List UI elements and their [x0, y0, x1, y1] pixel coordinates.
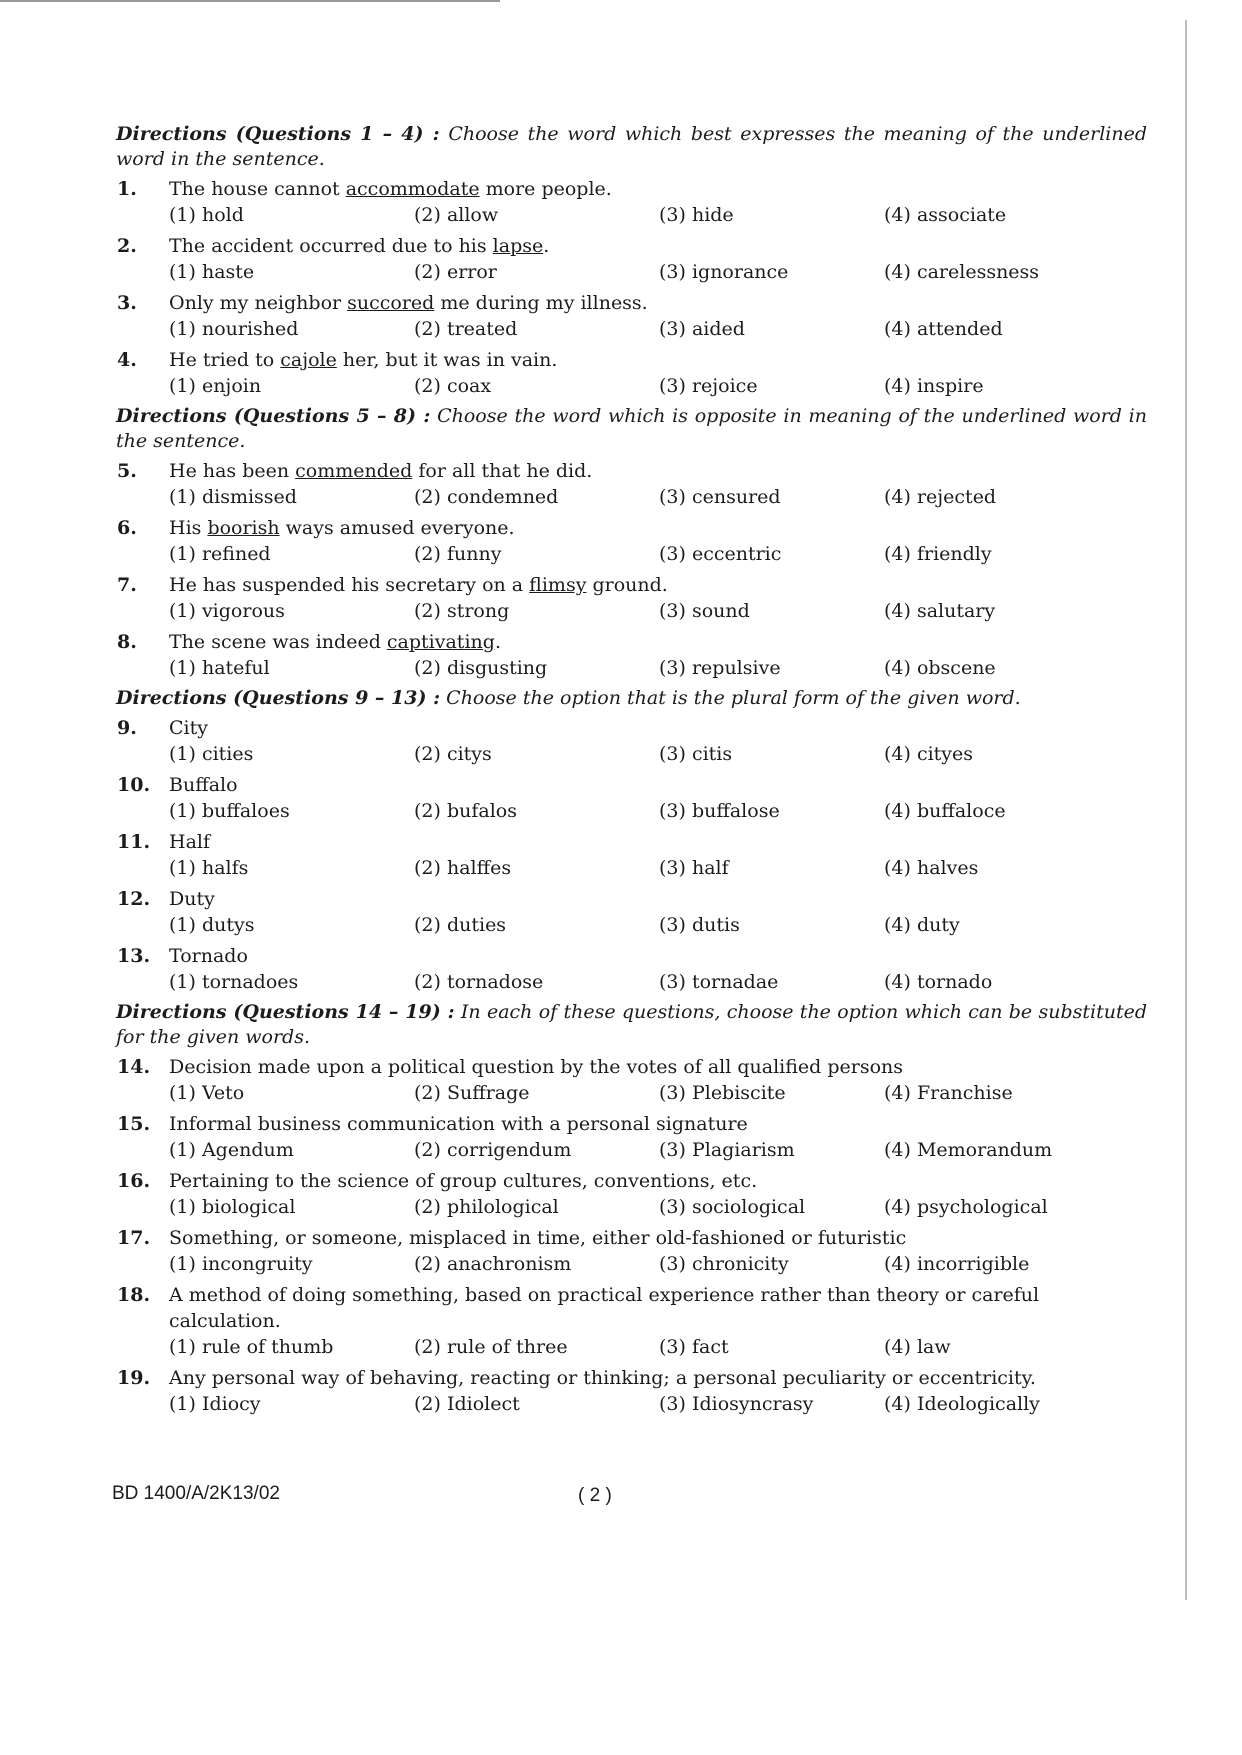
option-2: (2) bufalos: [414, 800, 517, 822]
option-2: (2) funny: [414, 543, 502, 565]
option-2: (2) Suffrage: [414, 1082, 530, 1104]
option-4: (4) associate: [884, 204, 1007, 226]
option-3: (3) dutis: [659, 914, 740, 936]
option-3: (3) chronicity: [659, 1253, 789, 1275]
question-text: [169, 347, 1147, 373]
option-3: (3) tornadae: [659, 971, 779, 993]
question-text: [169, 1282, 1147, 1334]
question-text-before: The accident occurred due to his: [169, 235, 493, 257]
question-16: [112, 1168, 1147, 1221]
option-2: (2) anachronism: [414, 1253, 572, 1275]
directions-4: [116, 1000, 1147, 1050]
answer-options: [169, 1251, 1147, 1278]
option-4: (4) Memorandum: [884, 1139, 1053, 1161]
option-2: (2) coax: [414, 375, 492, 397]
option-4: (4) cityes: [884, 743, 974, 765]
question-text-before: Informal business communication with a personal signature: [169, 1113, 748, 1135]
option-4: (4) halves: [884, 857, 979, 879]
question-15: [112, 1111, 1147, 1164]
option-4: (4) carelessness: [884, 261, 1040, 283]
option-1: (1) buffaloes: [169, 800, 290, 822]
question-text-underlined: lapse: [492, 235, 544, 257]
option-2: (2) treated: [414, 318, 518, 340]
option-3: (3) rejoice: [659, 375, 758, 397]
question-text-after: for all that he did.: [412, 460, 593, 482]
question-number: 11.: [117, 831, 151, 853]
option-1: (1) cities: [169, 743, 254, 765]
question-text-before: Tornado: [169, 945, 248, 967]
directions-instruction: Choose the word which is opposite in meaning of the underlined word in the sentence.: [116, 405, 1147, 452]
question-text-before: He tried to: [169, 349, 281, 371]
question-number: 15.: [117, 1113, 151, 1135]
question-text-after: .: [494, 631, 501, 653]
option-1: (1) haste: [169, 261, 255, 283]
question-text-before: Half: [169, 831, 211, 853]
question-number: 17.: [117, 1227, 151, 1249]
option-2: (2) philological: [414, 1196, 559, 1218]
directions-label: Directions (Questions 14 – 19) :: [116, 1001, 455, 1023]
question-text: [169, 458, 1147, 484]
question-text-before: Duty: [169, 888, 215, 910]
answer-options: [169, 259, 1147, 286]
answer-options: [169, 912, 1147, 939]
option-1: (1) Veto: [169, 1082, 245, 1104]
question-number: 8.: [117, 631, 137, 653]
question-text-after: ground.: [586, 574, 668, 596]
option-4: (4) psychological: [884, 1196, 1048, 1218]
option-2: (2) citys: [414, 743, 492, 765]
question-text-underlined: captivating: [386, 631, 495, 653]
question-2: [112, 233, 1147, 286]
question-number: 5.: [117, 460, 137, 482]
paper-code: BD 1400/A/2K13/02: [112, 1483, 280, 1504]
answer-options: [169, 1080, 1147, 1107]
question-text: [169, 572, 1147, 598]
question-7: [112, 572, 1147, 625]
question-text-after: her, but it was in vain.: [336, 349, 558, 371]
question-number: 1.: [117, 178, 137, 200]
option-1: (1) nourished: [169, 318, 299, 340]
option-1: (1) hold: [169, 204, 244, 226]
question-6: [112, 515, 1147, 568]
option-1: (1) halfs: [169, 857, 249, 879]
option-3: (3) half: [659, 857, 729, 879]
answer-options: [169, 655, 1147, 682]
question-1: [112, 176, 1147, 229]
question-text-before: A method of doing something, based on practical experience rather than theory or careful calculation.: [169, 1284, 1040, 1332]
option-4: (4) friendly: [884, 543, 992, 565]
directions-1: [116, 122, 1147, 172]
option-2: (2) Idiolect: [414, 1393, 520, 1415]
option-4: (4) obscene: [884, 657, 996, 679]
question-text-underlined: flimsy: [529, 574, 587, 596]
option-4: (4) Ideologically: [884, 1393, 1040, 1415]
option-1: (1) hateful: [169, 657, 270, 679]
option-1: (1) biological: [169, 1196, 296, 1218]
question-18: [112, 1282, 1147, 1361]
question-text-underlined: cajole: [280, 349, 337, 371]
question-10: [112, 772, 1147, 825]
option-4: (4) incorrigible: [884, 1253, 1030, 1275]
option-2: (2) rule of three: [414, 1336, 568, 1358]
question-text-after: more people.: [479, 178, 612, 200]
question-text-after: me during my illness.: [434, 292, 648, 314]
question-text: [169, 943, 1147, 969]
option-3: (3) sociological: [659, 1196, 806, 1218]
option-2: (2) allow: [414, 204, 499, 226]
option-4: (4) rejected: [884, 486, 997, 508]
option-1: (1) dismissed: [169, 486, 297, 508]
question-text: [169, 1111, 1147, 1137]
option-3: (3) hide: [659, 204, 734, 226]
question-number: 14.: [117, 1056, 151, 1078]
question-number: 6.: [117, 517, 137, 539]
question-number: 13.: [117, 945, 151, 967]
option-4: (4) attended: [884, 318, 1003, 340]
option-2: (2) disgusting: [414, 657, 548, 679]
option-3: (3) citis: [659, 743, 733, 765]
option-3: (3) sound: [659, 600, 750, 622]
question-3: [112, 290, 1147, 343]
question-text: [169, 886, 1147, 912]
question-text-underlined: succored: [347, 292, 435, 314]
question-text: [169, 629, 1147, 655]
option-2: (2) strong: [414, 600, 510, 622]
question-text-before: The house cannot: [169, 178, 346, 200]
answer-options: [169, 969, 1147, 996]
answer-options: [169, 484, 1147, 511]
question-number: 12.: [117, 888, 151, 910]
question-12: [112, 886, 1147, 939]
question-text-after: .: [543, 235, 550, 257]
option-2: (2) duties: [414, 914, 507, 936]
question-number: 4.: [117, 349, 137, 371]
option-3: (3) Idiosyncrasy: [659, 1393, 814, 1415]
directions-instruction: Choose the word which best expresses the meaning of the underlined word in the sentence.: [116, 123, 1148, 170]
answer-options: [169, 741, 1147, 768]
directions-instruction: In each of these questions, choose the option which can be substituted for the given words.: [116, 1001, 1147, 1048]
question-13: [112, 943, 1147, 996]
option-3: (3) Plagiarism: [659, 1139, 795, 1161]
option-4: (4) tornado: [884, 971, 993, 993]
answer-options: [169, 1334, 1147, 1361]
scan-edge-line: [1185, 20, 1187, 1600]
option-4: (4) law: [884, 1336, 951, 1358]
question-text-before: Something, or someone, misplaced in time, either old-fashioned or futuristic: [169, 1227, 907, 1249]
question-text: [169, 1225, 1147, 1251]
question-number: 3.: [117, 292, 137, 314]
question-number: 2.: [117, 235, 137, 257]
question-19: [112, 1365, 1147, 1418]
option-3: (3) ignorance: [659, 261, 789, 283]
answer-options: [169, 855, 1147, 882]
option-1: (1) enjoin: [169, 375, 262, 397]
option-1: (1) refined: [169, 543, 271, 565]
question-text: [169, 715, 1147, 741]
option-1: (1) vigorous: [169, 600, 285, 622]
answer-options: [169, 541, 1147, 568]
question-text-before: He has suspended his secretary on a: [169, 574, 530, 596]
option-3: (3) Plebiscite: [659, 1082, 786, 1104]
question-number: 9.: [117, 717, 137, 739]
option-2: (2) corrigendum: [414, 1139, 572, 1161]
question-text: [169, 1168, 1147, 1194]
question-content: [112, 118, 1147, 1418]
question-text-before: Buffalo: [169, 774, 238, 796]
directions-2: [116, 404, 1147, 454]
answer-options: [169, 798, 1147, 825]
answer-options: [169, 316, 1147, 343]
question-14: [112, 1054, 1147, 1107]
answer-options: [169, 598, 1147, 625]
answer-options: [169, 373, 1147, 400]
question-text: [169, 233, 1147, 259]
option-2: (2) halffes: [414, 857, 512, 879]
question-8: [112, 629, 1147, 682]
question-text: [169, 515, 1147, 541]
option-4: (4) buffaloce: [884, 800, 1006, 822]
option-4: (4) salutary: [884, 600, 996, 622]
option-1: (1) Agendum: [169, 1139, 294, 1161]
answer-options: [169, 1194, 1147, 1221]
option-4: (4) Franchise: [884, 1082, 1013, 1104]
option-2: (2) tornadose: [414, 971, 544, 993]
question-text-before: Any personal way of behaving, reacting or thinking; a personal peculiarity or eccentricity.: [169, 1367, 1036, 1389]
question-text: [169, 290, 1147, 316]
question-text-underlined: commended: [295, 460, 413, 482]
question-text-before: Decision made upon a political question by the votes of all qualified persons: [169, 1056, 904, 1078]
option-1: (1) Idiocy: [169, 1393, 261, 1415]
question-text-after: ways amused everyone.: [279, 517, 515, 539]
option-3: (3) aided: [659, 318, 745, 340]
question-number: 19.: [117, 1367, 151, 1389]
answer-options: [169, 1137, 1147, 1164]
question-text: [169, 829, 1147, 855]
question-4: [112, 347, 1147, 400]
question-text-before: Pertaining to the science of group cultures, conventions, etc.: [169, 1170, 758, 1192]
question-9: [112, 715, 1147, 768]
directions-label: Directions (Questions 9 – 13) :: [116, 687, 441, 709]
question-text: [169, 1054, 1147, 1080]
question-text-underlined: boorish: [207, 517, 280, 539]
question-text-before: City: [169, 717, 208, 739]
answer-options: [169, 1391, 1147, 1418]
question-number: 18.: [117, 1284, 151, 1306]
option-3: (3) censured: [659, 486, 781, 508]
question-text-underlined: accommodate: [345, 178, 480, 200]
option-3: (3) repulsive: [659, 657, 781, 679]
question-text: [169, 772, 1147, 798]
option-4: (4) inspire: [884, 375, 984, 397]
directions-label: Directions (Questions 5 – 8) :: [116, 405, 431, 427]
option-2: (2) condemned: [414, 486, 559, 508]
question-11: [112, 829, 1147, 882]
option-2: (2) error: [414, 261, 497, 283]
option-1: (1) tornadoes: [169, 971, 299, 993]
question-text-before: He has been: [169, 460, 296, 482]
question-5: [112, 458, 1147, 511]
option-3: (3) buffalose: [659, 800, 780, 822]
question-number: 7.: [117, 574, 137, 596]
answer-options: [169, 202, 1147, 229]
question-17: [112, 1225, 1147, 1278]
question-number: 16.: [117, 1170, 151, 1192]
option-1: (1) dutys: [169, 914, 255, 936]
top-rule: [0, 0, 500, 2]
option-3: (3) fact: [659, 1336, 729, 1358]
option-1: (1) rule of thumb: [169, 1336, 334, 1358]
directions-instruction: Choose the option that is the plural form of the given word.: [446, 687, 1021, 709]
option-3: (3) eccentric: [659, 543, 782, 565]
question-text: [169, 176, 1147, 202]
question-number: 10.: [117, 774, 151, 796]
question-text: [169, 1365, 1147, 1391]
question-text-before: His: [169, 517, 208, 539]
option-1: (1) incongruity: [169, 1253, 313, 1275]
question-text-before: The scene was indeed: [169, 631, 387, 653]
option-4: (4) duty: [884, 914, 960, 936]
directions-label: Directions (Questions 1 – 4) :: [116, 123, 440, 145]
page-number: ( 2 ): [578, 1485, 612, 1506]
directions-3: [116, 686, 1147, 711]
question-text-before: Only my neighbor: [169, 292, 348, 314]
